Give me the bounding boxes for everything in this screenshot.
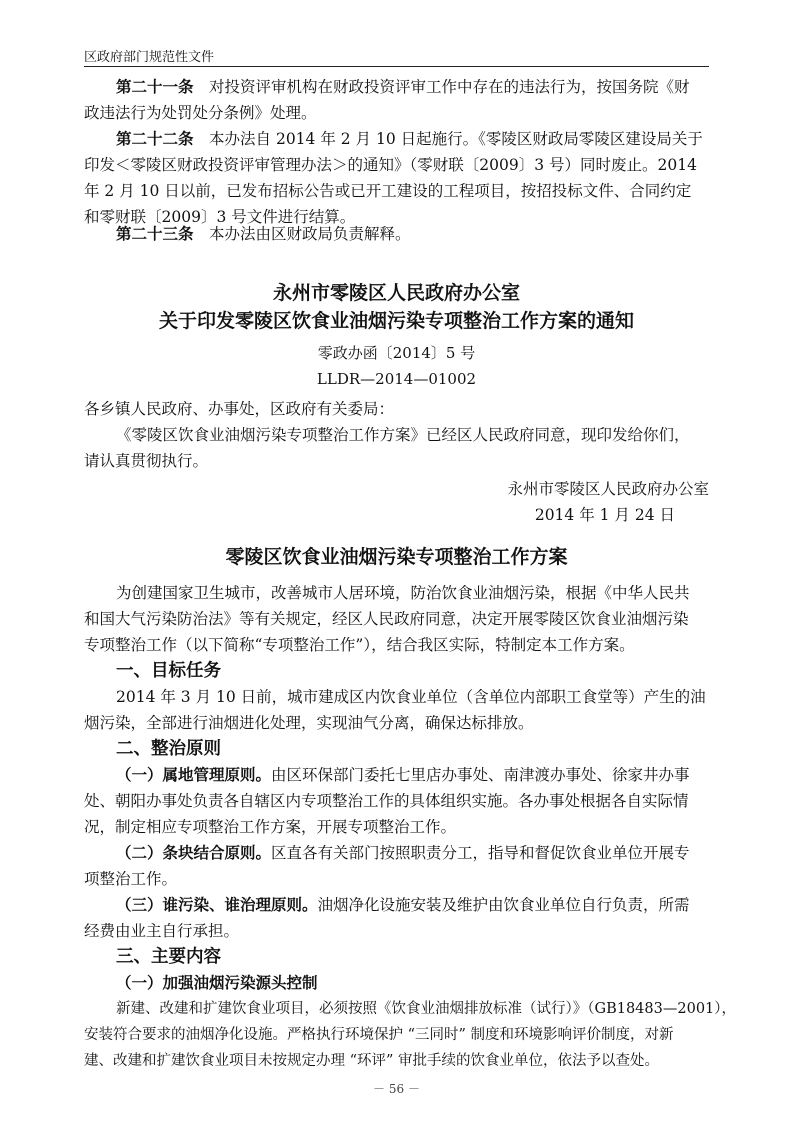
principle-1-line-1 <box>116 762 709 788</box>
article-22-text: 本办法自 2014 年 2 月 10 日起施行。《零陵区财政局零陵区建设局关于 <box>209 130 703 148</box>
principle-3-line-1 <box>116 892 709 918</box>
article-23-line-1 <box>116 221 709 247</box>
principle-3-text: 油烟净化设施安装及维护由饮食业单位自行负责，所需 <box>317 896 690 914</box>
page-number: － 56 － <box>373 1082 420 1096</box>
running-header: 区政府部门规范性文件 <box>84 50 215 65</box>
article-22-heading: 第二十二条 <box>116 130 194 148</box>
notice-title-1: 永州市零陵区人民政府办公室 <box>272 282 520 304</box>
plan-intro-line-3: 专项整治工作（以下简称“专项整治工作”），结合我区实际，特制定本工作方案。 <box>84 636 635 654</box>
principle-3-line-2: 经费由业主自行承担。 <box>84 922 240 940</box>
notice-signer: 永州市零陵区人民政府办公室 <box>507 480 709 498</box>
principle-2-heading: （二）条块结合原则。 <box>116 844 272 862</box>
section-3-subheading-1: （一）加强油烟污染源头控制 <box>116 974 318 992</box>
notice-doc-number: 零政办函〔2014〕5 号 <box>317 344 476 362</box>
principle-2-text: 区直各有关部门按照职责分工，指导和督促饮食业单位开展专 <box>271 844 690 862</box>
section-3-line-2: 安装符合要求的油烟净化设施。严格执行环境保护 “三同时” 制度和环境影响评价制度，对新 <box>84 1027 674 1043</box>
section-1-line-1: 2014 年 3 月 10 日前，城市建成区内饮食业单位（含单位内部职工食堂等）产生的油 <box>116 688 706 706</box>
principle-1-line-2: 处、朝阳办事处负责各自辖区内专项整治工作的具体组织实施。各办事处根据各自实际情 <box>84 792 689 810</box>
section-2-heading: 二、整治原则 <box>116 739 221 759</box>
article-21-line-1 <box>116 74 709 100</box>
section-3-line-3: 建、改建和扩建饮食业项目未按规定办理 “环评” 审批手续的饮食业单位，依法予以查处。 <box>84 1053 660 1069</box>
notice-body-line-2: 请认真贯彻执行。 <box>84 452 209 470</box>
principle-3-heading: （三）谁污染、谁治理原则。 <box>116 896 318 914</box>
article-23-heading: 第二十三条 <box>116 225 194 243</box>
section-1-heading: 一、目标任务 <box>116 661 221 681</box>
article-21-text: 对投资评审机构在财政投资评审工作中存在的违法行为，按国务院《财 <box>209 78 690 96</box>
article-22-line-3: 年 2 月 10 日以前，已发布招标公告或已开工建设的工程项目，按招投标文件、合同约定 <box>84 182 692 200</box>
principle-1-heading: （一）属地管理原则。 <box>116 766 272 784</box>
article-22-line-4: 和零财联〔2009〕3 号文件进行结算。 <box>84 208 356 226</box>
section-3-line-1: 新建、改建和扩建饮食业项目，必须按照《饮食业油烟排放标准（试行）》（GB18483—2001）， <box>116 1001 737 1017</box>
plan-title: 零陵区饮食业油烟污染专项整治工作方案 <box>225 546 568 568</box>
section-3-heading: 三、主要内容 <box>116 947 221 967</box>
plan-intro-line-2: 和国大气污染防治法》等有关规定，经区人民政府同意，决定开展零陵区饮食业油烟污染 <box>84 610 689 628</box>
notice-reg-number: LLDR—2014—01002 <box>316 370 477 388</box>
article-21-heading: 第二十一条 <box>116 78 194 96</box>
header-rule <box>84 66 709 67</box>
principle-2-line-2: 项整治工作。 <box>84 870 178 888</box>
article-21-line-2: 政违法行为处罚处分条例》处理。 <box>84 104 317 122</box>
notice-body-line-1: 《零陵区饮食业油烟污染专项整治工作方案》已经区人民政府同意，现印发给你们， <box>116 426 690 444</box>
notice-date: 2014 年 1 月 24 日 <box>534 506 675 524</box>
article-22-line-2: 印发＜零陵区财政投资评审管理办法＞的通知》（零财联〔2009〕3 号）同时废止。2014 <box>84 156 697 174</box>
principle-1-line-3: 况，制定相应专项整治工作方案，开展专项整治工作。 <box>84 818 457 836</box>
article-22-line-1 <box>116 126 709 152</box>
article-23-text: 本办法由区财政局负责解释。 <box>209 225 411 243</box>
principle-2-line-1 <box>116 840 709 866</box>
section-1-line-2: 烟污染，全部进行油烟进化处理，实现油气分离，确保达标排放。 <box>84 714 534 732</box>
notice-title-2: 关于印发零陵区饮食业油烟污染专项整治工作方案的通知 <box>158 310 634 332</box>
notice-salutation: 各乡镇人民政府、办事处，区政府有关委局： <box>84 400 395 418</box>
plan-intro-line-1: 为创建国家卫生城市，改善城市人居环境，防治饮食业油烟污染，根据《中华人民共 <box>116 584 690 602</box>
principle-1-text: 由区环保部门委托七里店办事处、南津渡办事处、徐家井办事 <box>271 766 690 784</box>
